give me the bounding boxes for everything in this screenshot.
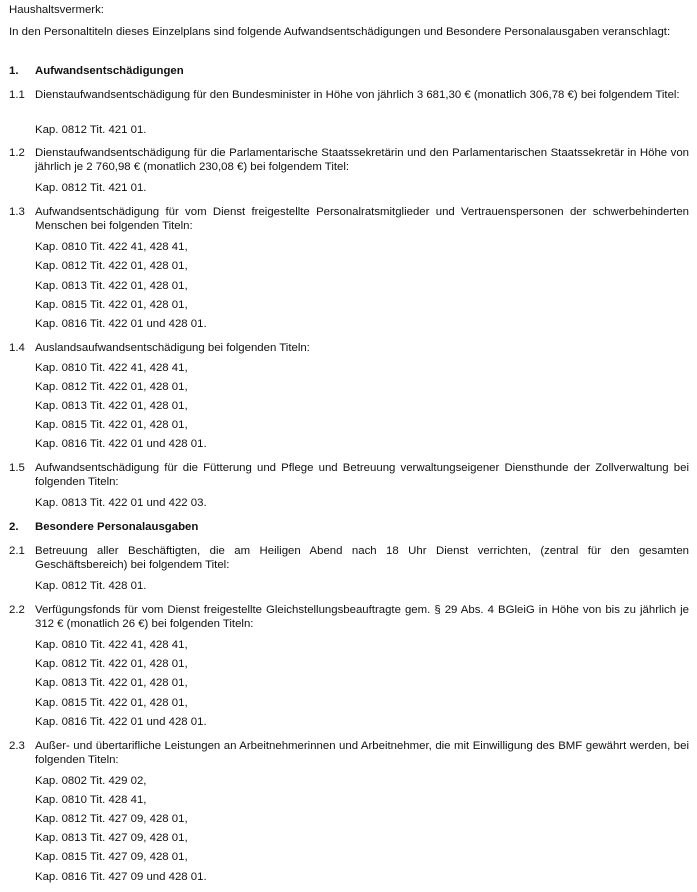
item-2-2-title-5: Kap. 0816 Tit. 422 01 und 428 01. (35, 716, 207, 728)
item-2-1-title-1: Kap. 0812 Tit. 428 01. (35, 580, 147, 592)
item-1-2-title-1: Kap. 0812 Tit. 421 01. (35, 182, 147, 194)
item-2-2-number: 2.2 (9, 604, 25, 616)
item-1-3-title-2: Kap. 0812 Tit. 422 01, 428 01, (35, 260, 188, 272)
item-2-3-number: 2.3 (9, 740, 25, 752)
item-1-4-title-5: Kap. 0816 Tit. 422 01 und 428 01. (35, 438, 207, 450)
section-2-title: Besondere Personalausgaben (35, 521, 199, 533)
item-2-1-number: 2.1 (9, 545, 25, 557)
item-1-4-title-3: Kap. 0813 Tit. 422 01, 428 01, (35, 400, 188, 412)
item-1-4-number: 1.4 (9, 342, 25, 354)
item-2-3-title-3: Kap. 0812 Tit. 427 09, 428 01, (35, 813, 188, 825)
item-1-1-number: 1.1 (9, 89, 25, 101)
document-heading: Haushaltsvermerk: (9, 4, 104, 16)
item-2-3-title-6: Kap. 0816 Tit. 427 09 und 428 01. (35, 871, 207, 883)
item-2-2-text: Verfügungsfonds für vom Dienst freigestellte Gleichstellungsbeauftragte gem. § 29 Abs. 4 BGleiG in Höhe von bis zu jährlich je 312 € (monatlich 26 €) bei folgenden Titeln: (35, 604, 689, 630)
section-1-title: Aufwandsentschädigungen (35, 65, 184, 77)
item-1-4-text: Auslandsaufwandsentschädigung bei folgenden Titeln: (35, 342, 310, 354)
item-1-5-title-1: Kap. 0813 Tit. 422 01 und 422 03. (35, 497, 207, 509)
item-1-1-title-1: Kap. 0812 Tit. 421 01. (35, 124, 147, 136)
item-1-3-number: 1.3 (9, 206, 25, 218)
item-1-2-text: Dienstaufwandsentschädigung für die Parlamentarische Staatssekretärin und den Parlamentarischen Staatssekretär in Höhe von jährlich je 2 760,98 € (monatlich 230,08 €) bei folgendem Titel: (35, 147, 689, 173)
item-2-3-title-1: Kap. 0802 Tit. 429 02, (35, 775, 147, 787)
item-1-3-title-4: Kap. 0815 Tit. 422 01, 428 01, (35, 299, 188, 311)
item-2-2-title-1: Kap. 0810 Tit. 422 41, 428 41, (35, 639, 188, 651)
item-1-3-title-1: Kap. 0810 Tit. 422 41, 428 41, (35, 241, 188, 253)
item-2-3-title-2: Kap. 0810 Tit. 428 41, (35, 794, 147, 806)
item-1-5-text: Aufwandsentschädigung für die Fütterung und Pflege und Betreuung verwaltungseigener Diensthunde der Zollverwaltung bei folgenden Titeln: (35, 462, 689, 488)
item-1-2-number: 1.2 (9, 147, 25, 159)
item-2-3-text: Außer- und übertarifliche Leistungen an Arbeitnehmerinnen und Arbeitnehmer, die mit Einwilligung des BMF gewährt werden, bei folgenden Titeln: (35, 740, 689, 766)
item-1-5-number: 1.5 (9, 462, 25, 474)
item-1-3-text: Aufwandsentschädigung für vom Dienst freigestellte Personalratsmitglieder und Vertrauenspersonen der schwerbehinderten Menschen bei folgenden Titeln: (35, 206, 689, 232)
item-1-1-text: Dienstaufwandsentschädigung für den Bundesminister in Höhe von jährlich 3 681,30 € (monatlich 306,78 €) bei folgendem Titel: (35, 89, 680, 101)
item-2-3-title-5: Kap. 0815 Tit. 427 09, 428 01, (35, 851, 188, 863)
item-1-3-title-3: Kap. 0813 Tit. 422 01, 428 01, (35, 280, 188, 292)
item-2-2-title-4: Kap. 0815 Tit. 422 01, 428 01, (35, 697, 188, 709)
item-1-4-title-1: Kap. 0810 Tit. 422 41, 428 41, (35, 362, 188, 374)
item-1-3-title-5: Kap. 0816 Tit. 422 01 und 428 01. (35, 318, 207, 330)
section-1-number: 1. (9, 65, 19, 77)
item-2-2-title-2: Kap. 0812 Tit. 422 01, 428 01, (35, 658, 188, 670)
item-1-4-title-2: Kap. 0812 Tit. 422 01, 428 01, (35, 381, 188, 393)
intro-paragraph: In den Personaltiteln dieses Einzelplans sind folgende Aufwandsentschädigungen und Besondere Personalausgaben veranschlagt: (9, 26, 671, 38)
item-2-3-title-4: Kap. 0813 Tit. 427 09, 428 01, (35, 832, 188, 844)
item-2-2-title-3: Kap. 0813 Tit. 422 01, 428 01, (35, 677, 188, 689)
item-1-4-title-4: Kap. 0815 Tit. 422 01, 428 01, (35, 419, 188, 431)
item-2-1-text: Betreuung aller Beschäftigten, die am Heiligen Abend nach 18 Uhr Dienst verrichten, (zentral für den gesamten Geschäftsbereich) bei folgendem Titel: (35, 545, 689, 571)
section-2-number: 2. (9, 521, 19, 533)
